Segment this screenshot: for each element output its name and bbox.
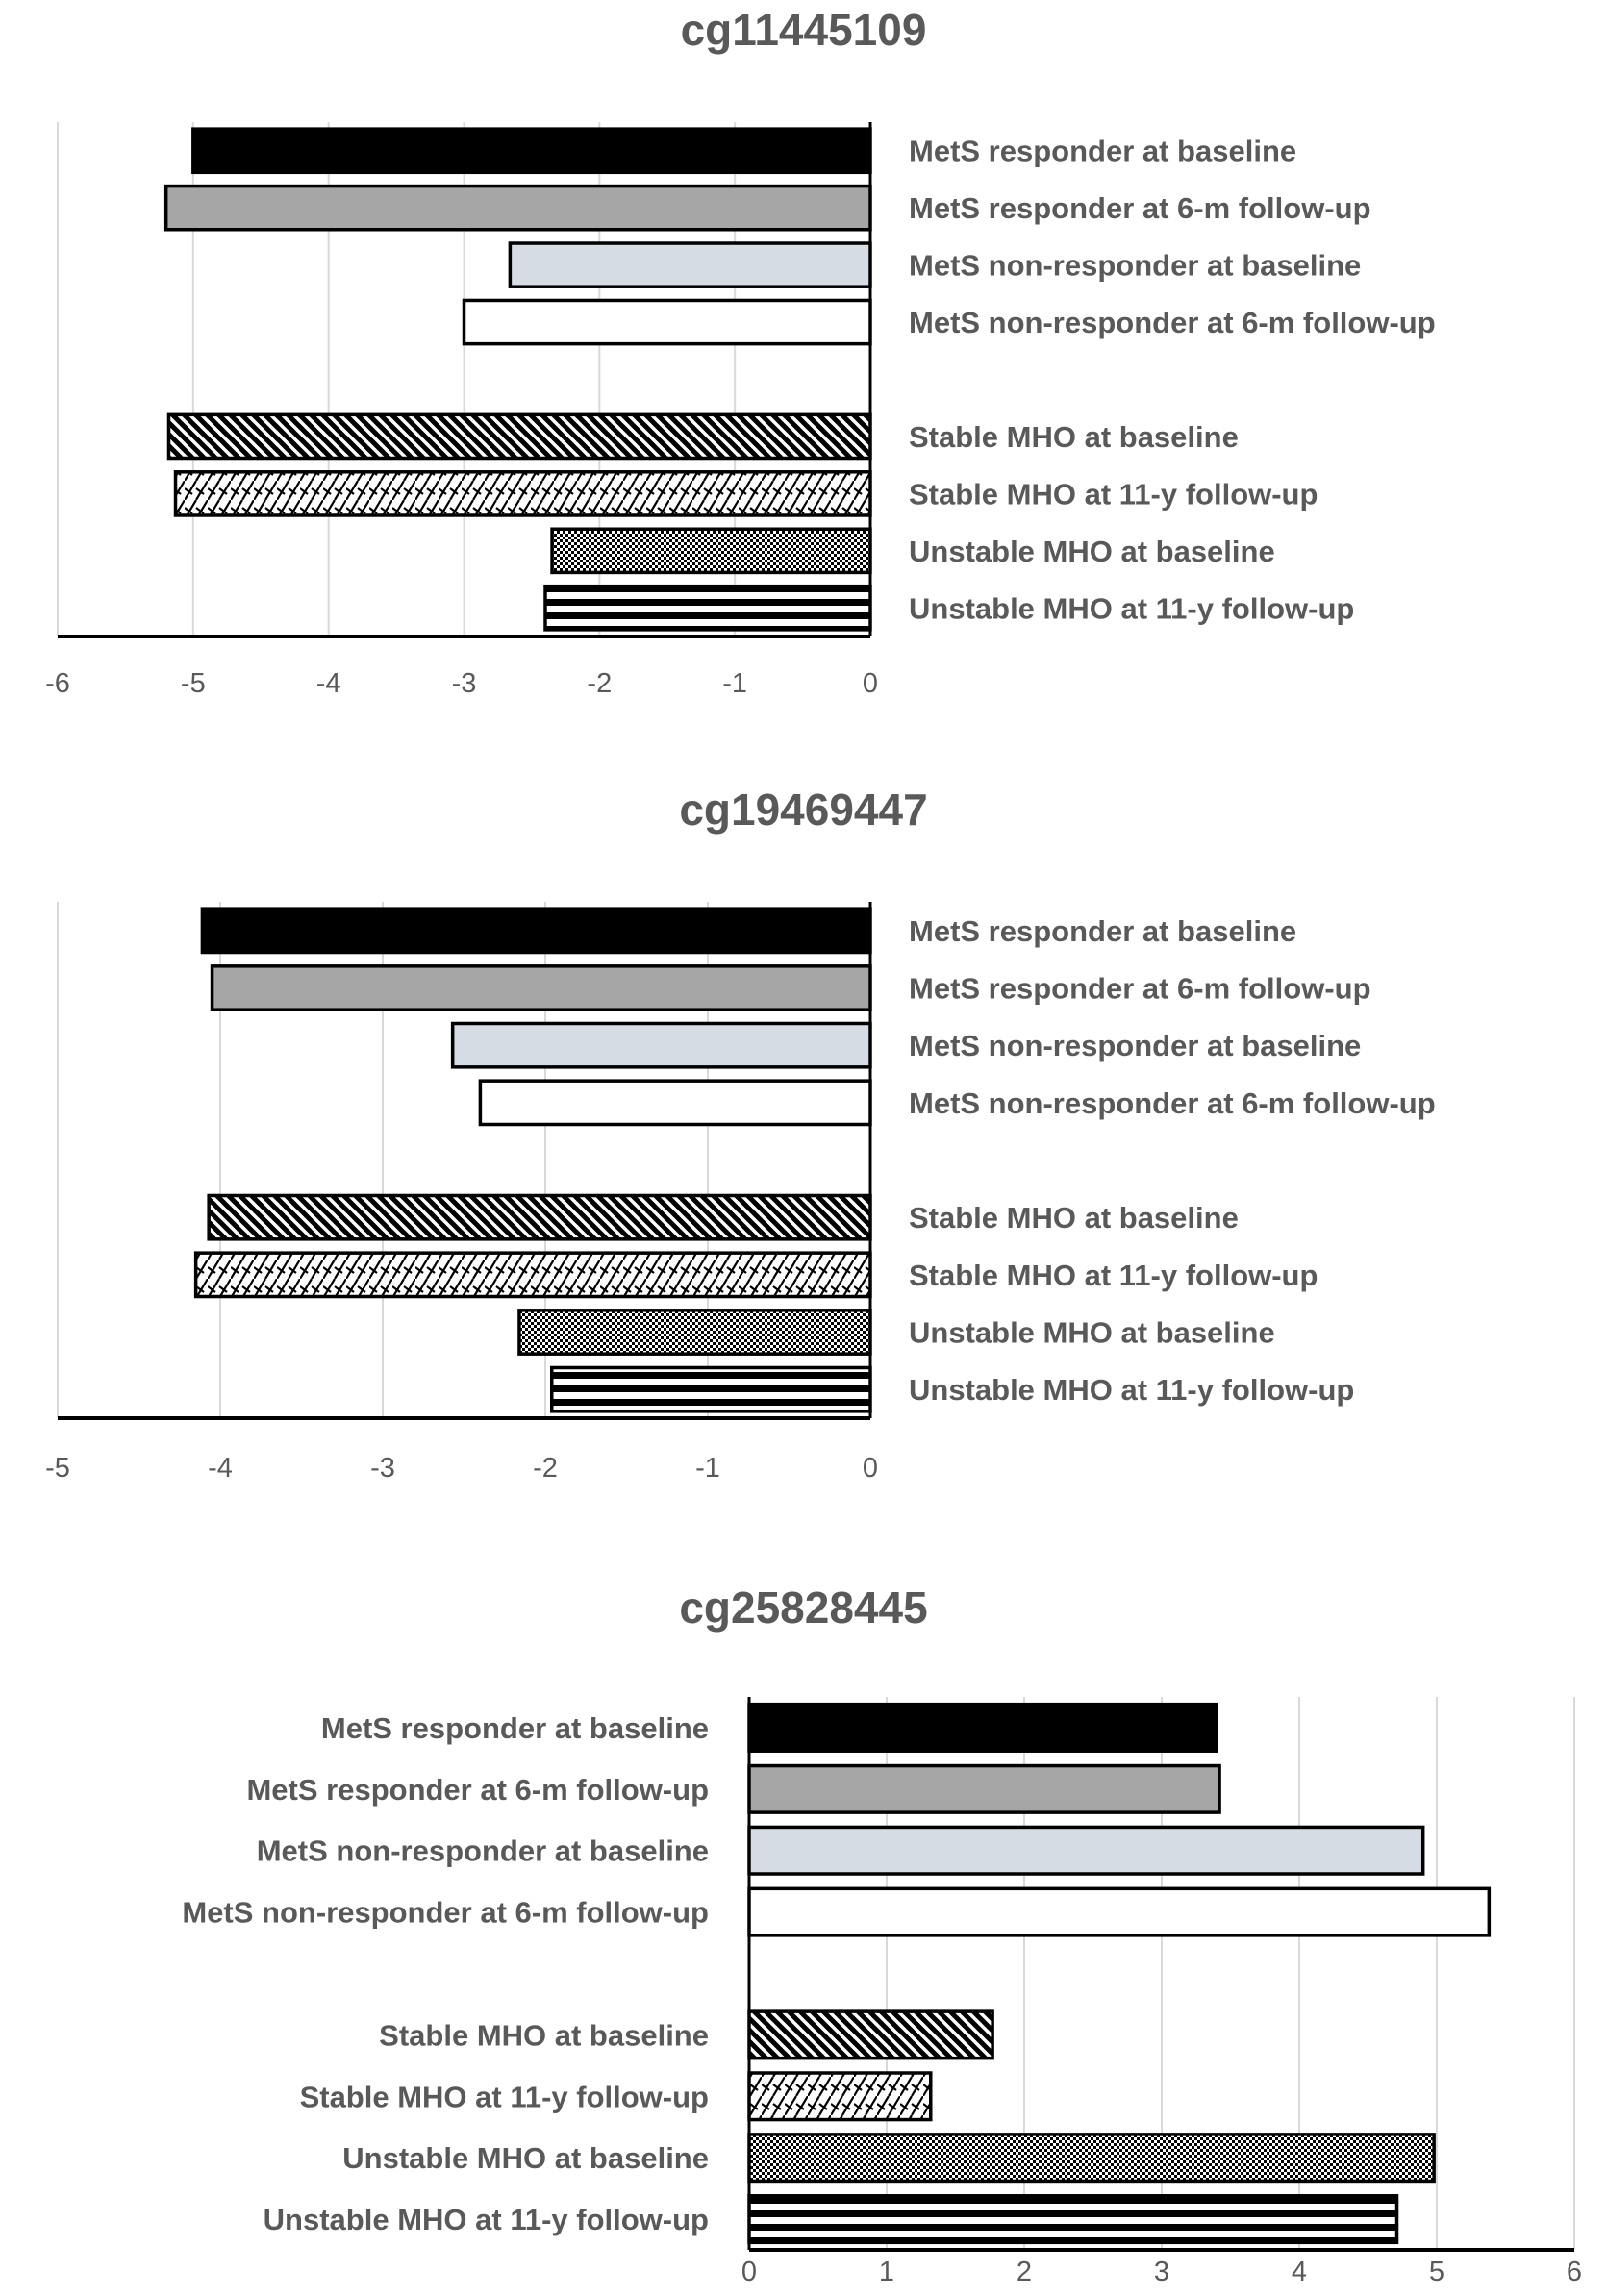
bar: [193, 129, 870, 172]
category-label: MetS responder at baseline: [909, 134, 1297, 168]
category-label: Unstable MHO at baseline: [909, 534, 1275, 568]
bar: [176, 472, 870, 515]
category-label: MetS responder at 6-m follow-up: [246, 1772, 709, 1807]
x-tick-label: 5: [1428, 2257, 1445, 2287]
bar: [510, 243, 870, 287]
category-label: Stable MHO at 11-y follow-up: [909, 1258, 1318, 1292]
x-tick-label: -4: [208, 1453, 233, 1484]
bar: [465, 300, 871, 343]
category-label: MetS responder at baseline: [909, 913, 1297, 948]
category-label: MetS responder at 6-m follow-up: [909, 191, 1371, 226]
x-tick-label: -6: [45, 668, 70, 699]
category-label: Unstable MHO at 11-y follow-up: [909, 1373, 1355, 1408]
bar: [166, 187, 870, 230]
chart-title: cg25828445: [679, 1583, 928, 1633]
x-tick-label: -5: [45, 1453, 70, 1484]
category-label: Unstable MHO at baseline: [909, 1315, 1275, 1350]
bar: [202, 909, 870, 952]
bar-chart: [0, 0, 1607, 760]
category-label: Unstable MHO at 11-y follow-up: [263, 2203, 709, 2237]
category-label: Unstable MHO at baseline: [342, 2141, 709, 2176]
category-label: MetS non-responder at 6-m follow-up: [182, 1895, 709, 1930]
bar: [552, 1367, 870, 1410]
x-tick-label: -4: [315, 668, 341, 699]
bar: [749, 1766, 1219, 1813]
x-tick-label: 0: [741, 2257, 758, 2287]
bar: [480, 1081, 870, 1124]
category-label: MetS responder at baseline: [320, 1710, 709, 1745]
bar: [749, 1827, 1423, 1874]
category-label: Stable MHO at baseline: [909, 1201, 1239, 1235]
category-label: Stable MHO at 11-y follow-up: [909, 477, 1318, 512]
bar: [196, 1253, 870, 1296]
x-tick-label: -3: [451, 668, 477, 699]
x-tick-label: 1: [878, 2257, 895, 2287]
x-tick-label: 2: [1016, 2257, 1033, 2287]
x-tick-label: -3: [370, 1453, 395, 1484]
category-label: Stable MHO at baseline: [379, 2018, 709, 2053]
bar: [552, 529, 870, 572]
bar: [749, 1705, 1217, 1752]
bar: [453, 1023, 870, 1066]
x-tick-label: 3: [1153, 2257, 1170, 2287]
category-label: Stable MHO at 11-y follow-up: [299, 2080, 709, 2114]
chart-panel-cg19469447: [0, 760, 1607, 1558]
x-tick-label: -2: [533, 1453, 558, 1484]
category-label: MetS non-responder at 6-m follow-up: [909, 306, 1436, 340]
bar: [168, 414, 870, 458]
bar: [749, 2011, 992, 2059]
category-label: Stable MHO at baseline: [909, 419, 1239, 454]
x-tick-label: 0: [862, 668, 879, 699]
bar: [545, 586, 870, 630]
bar-chart: [0, 760, 1607, 1558]
bar: [749, 2134, 1434, 2182]
x-tick-label: 0: [862, 1453, 879, 1484]
chart-title: cg19469447: [679, 785, 928, 835]
chart-panel-cg11445109: [0, 0, 1607, 760]
bar: [519, 1310, 870, 1354]
x-tick-label: -5: [180, 668, 206, 699]
bar: [209, 1195, 870, 1238]
bar: [749, 2196, 1397, 2243]
category-label: MetS non-responder at baseline: [909, 248, 1362, 283]
chart-title: cg11445109: [680, 5, 927, 55]
bar-chart: [0, 1558, 1607, 2296]
bar: [749, 1888, 1489, 1935]
x-tick-label: -2: [587, 668, 613, 699]
x-tick-label: -1: [722, 668, 748, 699]
category-label: MetS non-responder at baseline: [256, 1834, 709, 1868]
x-tick-label: -1: [695, 1453, 720, 1484]
category-label: Unstable MHO at 11-y follow-up: [909, 591, 1355, 626]
chart-panel-cg25828445: [0, 1558, 1607, 2296]
category-label: MetS non-responder at 6-m follow-up: [909, 1086, 1436, 1120]
bar: [749, 2073, 931, 2120]
x-tick-label: 4: [1291, 2257, 1308, 2287]
category-label: MetS non-responder at baseline: [909, 1029, 1362, 1063]
category-label: MetS responder at 6-m follow-up: [909, 971, 1371, 1006]
x-tick-label: 6: [1566, 2257, 1583, 2287]
bar: [213, 966, 870, 1010]
